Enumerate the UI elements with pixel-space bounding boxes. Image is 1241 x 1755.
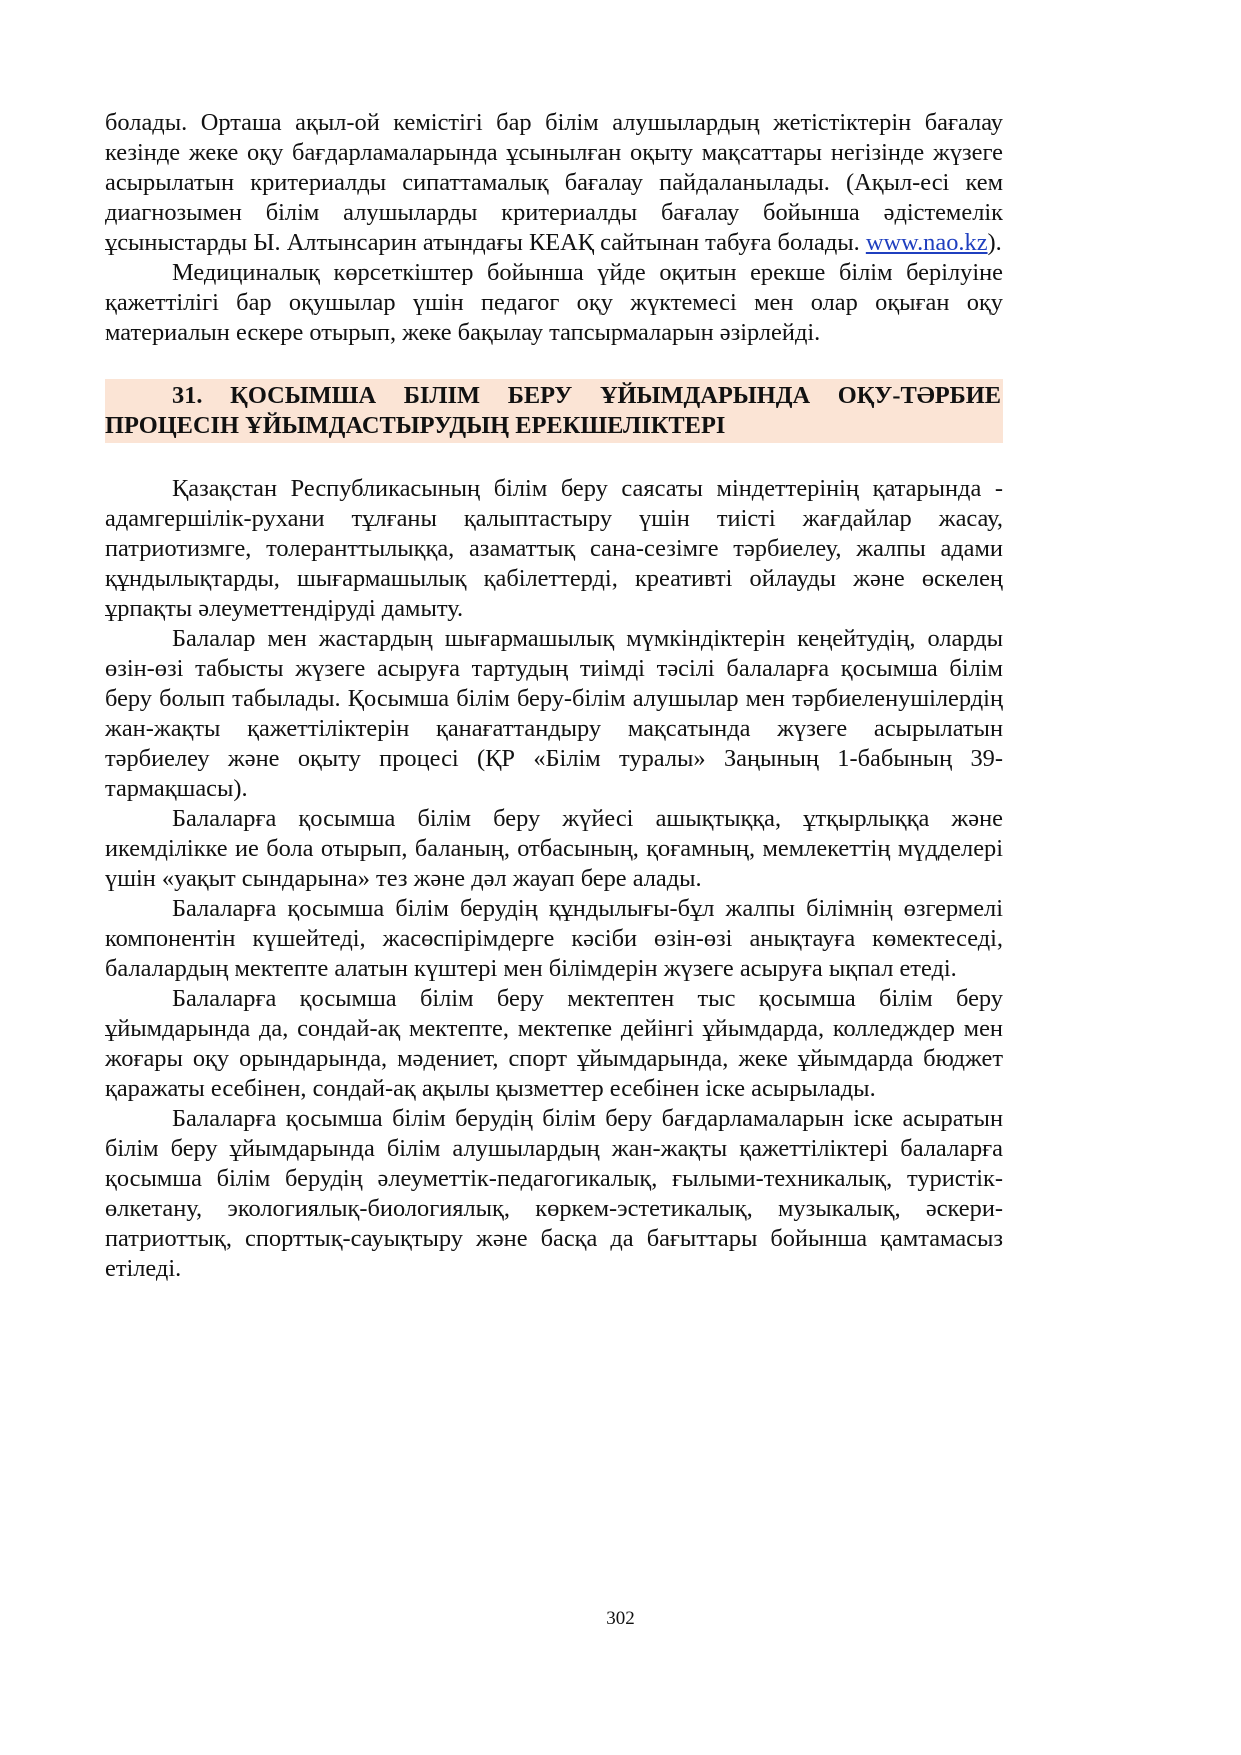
intro-text: болады. Орташа ақыл-ой кемістігі бар білім алушылардың жетістіктерін бағалау кезінде жеке оқу бағдарламаларында ұсынылған оқыту мақсаттары негізінде жүзеге асырылатын критериалды сипаттамалық бағалау пайдаланылады. (Ақыл-есі кем диагнозымен білім алушыларды критериалды бағалау бойынша әдістемелік ұсыныстарды Ы. Алтынсарин атындағы КЕАҚ сайтынан табуға болады. [105, 109, 1003, 256]
body-paragraph: Балаларға қосымша білім берудің білім беру бағдарламаларын іске асыратын білім беру ұйымдарында білім алушылардың жан-жақты қажеттіліктері балаларға қосымша білім берудің әлеуметтік-педагогикалық, ғылыми-техникалық, туристік-өлкетану, экологиялық-биологиялық, көркем-эстетикалық, музыкалық, әскери-патриоттық, спорттық-сауықтыру және басқа да бағыттары бойынша қамтамасыз етіледі. [105, 1105, 1003, 1282]
section-heading: 31. ҚОСЫМША БІЛІМ БЕРУ ҰЙЫМДАРЫНДА ОҚУ-ТӘРБИЕ ПРОЦЕСІН ҰЙЫМДАСТЫРУДЫҢ ЕРЕКШЕЛІКТЕРІ [105, 379, 1003, 443]
document-page [105, 108, 1003, 1284]
body-paragraph: Балаларға қосымша білім беру жүйесі ашықтыққа, ұтқырлыққа және икемділікке ие бола отырып, баланың, отбасының, қоғамның, мемлекеттің мүдделері үшін «уақыт сындарына» тез және дәл жауап бере алады. [105, 805, 1003, 892]
intro-text-end: ). [987, 229, 1002, 256]
medical-paragraph: Медициналық көрсеткіштер бойынша үйде оқитын ерекше білім берілуіне қажеттілігі бар оқушылар үшін педагог оқу жүктемесі мен олар оқыған оқу материалын ескере отырып, жеке бақылау тапсырмаларын әзірлейді. [105, 259, 1003, 346]
nao-website-link[interactable]: www.nao.kz [865, 229, 988, 256]
intro-paragraph [105, 108, 1003, 258]
body-paragraph: Қазақстан Республикасының білім беру саясаты міндеттерінің қатарында - адамгершілік-рухани тұлғаны қалыптастыру үшін тиісті жағдайлар жасау, патриотизмге, толеранттылыққа, азаматтық сана-сезімге тәрбиелеу, жалпы адами құндылықтарды, шығармашылық қабілеттерді, креативті ойлауды және өскелең ұрпақты әлеуметтендіруді дамыту. [105, 475, 1003, 622]
body-paragraph: Балаларға қосымша білім беру мектептен тыс қосымша білім беру ұйымдарында да, сондай-ақ мектепте, мектепке дейінгі ұйымдарда, колледждер мен жоғары оқу орындарында, мәдениет, спорт ұйымдарында, жеке ұйымдарда бюджет қаражаты есебінен, сондай-ақ ақылы қызметтер есебінен іске асырылады. [105, 985, 1003, 1102]
spacer [105, 443, 1003, 474]
body-paragraph: Балалар мен жастардың шығармашылық мүмкіндіктерін кеңейтудің, оларды өзін-өзі табысты жүзеге асыруға тартудың тиімді тәсілі балаларға қосымша білім беру болып табылады. Қосымша білім беру-білім алушылар мен тәрбиеленушілердің жан-жақты қажеттіліктерін қанағаттандыру мақсатында жүзеге асырылатын тәрбиелеу және оқыту процесі (ҚР «Білім туралы» Заңының 1-бабының 39-тармақшасы). [105, 625, 1003, 802]
body-paragraph: Балаларға қосымша білім берудің құндылығы-бұл жалпы білімнің өзгермелі компонентін күшейтеді, жасөспірімдерге кәсіби өзін-өзі анықтауға көмектеседі, балалардың мектепте алатын күштері мен білімдерін жүзеге асыруға ықпал етеді. [105, 895, 1003, 982]
page-number: 302 [606, 1608, 635, 1629]
